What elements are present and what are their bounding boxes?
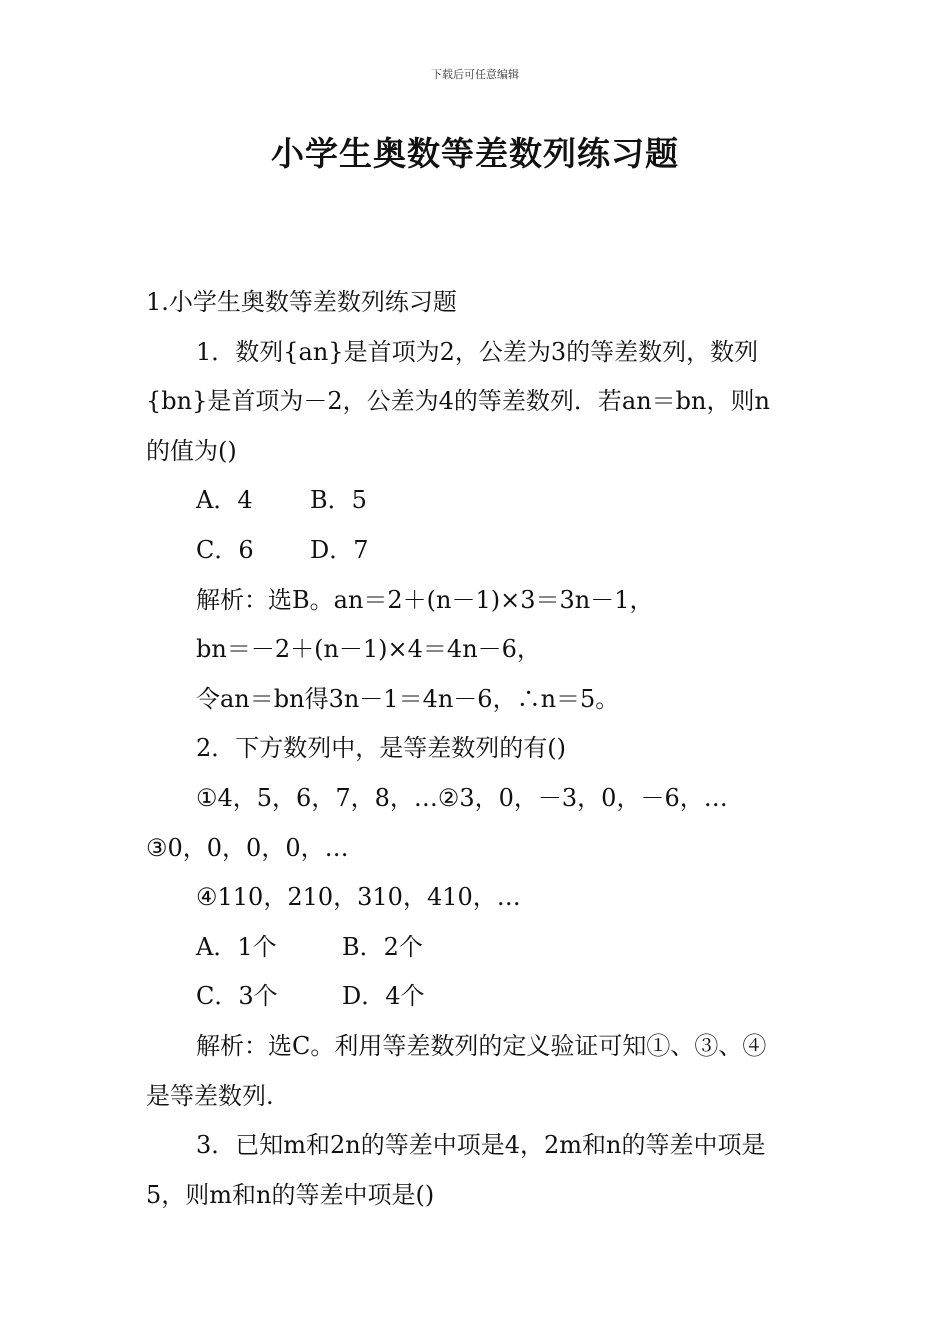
document-title: 小学生奥数等差数列练习题 bbox=[271, 134, 679, 173]
question-3-line-1: 3．已知m和2n的等差中项是4，2m和n的等差中项是 bbox=[196, 1131, 766, 1160]
question-1-option-d: D．7 bbox=[310, 535, 369, 564]
question-1-line-2: {bn}是首项为－2，公差为4的等差数列．若an＝bn，则n bbox=[146, 387, 770, 416]
question-2-option-a: A．1个 bbox=[196, 932, 277, 961]
question-1-option-b: B．5 bbox=[310, 486, 367, 515]
question-2-option-b: B．2个 bbox=[342, 932, 423, 961]
question-1-solution-1: 解析：选B。an＝2＋(n－1)×3＝3n－1， bbox=[196, 585, 654, 614]
question-3-line-2: 5，则m和n的等差中项是() bbox=[146, 1180, 435, 1209]
document-body bbox=[146, 278, 810, 1220]
question-1-options-cd bbox=[146, 526, 810, 576]
question-2-line-2: ①4，5，6，7，8，…②3，0，－3，0，－6，… bbox=[196, 783, 728, 812]
question-1-option-c: C．6 bbox=[196, 535, 254, 564]
header-note: 下载后可任意编辑 bbox=[431, 68, 519, 81]
question-1-option-a: A．4 bbox=[196, 486, 253, 515]
question-2-solution-2: 是等差数列. bbox=[146, 1081, 274, 1110]
question-2-line-4: ④110，210，310，410，… bbox=[196, 883, 521, 912]
section-heading: 1.小学生奥数等差数列练习题 bbox=[146, 288, 457, 316]
question-1-line-1: 1．数列{an}是首项为2，公差为3的等差数列，数列 bbox=[196, 337, 759, 366]
question-2-line-1: 2．下方数列中，是等差数列的有() bbox=[196, 734, 566, 763]
question-1-options-ab bbox=[146, 476, 810, 526]
question-1-solution-3: 令an＝bn得3n－1＝4n－6，∴n＝5。 bbox=[196, 684, 620, 713]
question-2-options-cd bbox=[146, 972, 810, 1022]
question-1-solution-2: bn＝－2＋(n－1)×4＝4n－6， bbox=[196, 635, 541, 664]
question-2-solution-1: 解析：选C。利用等差数列的定义验证可知①、③、④ bbox=[196, 1031, 767, 1060]
question-1-line-3: 的值为() bbox=[146, 436, 237, 465]
question-2-option-d: D．4个 bbox=[342, 982, 425, 1011]
question-2-option-c: C．3个 bbox=[196, 982, 278, 1011]
question-2-line-3: ③0，0，0，0，… bbox=[146, 833, 349, 862]
question-2-options-ab bbox=[146, 923, 810, 973]
